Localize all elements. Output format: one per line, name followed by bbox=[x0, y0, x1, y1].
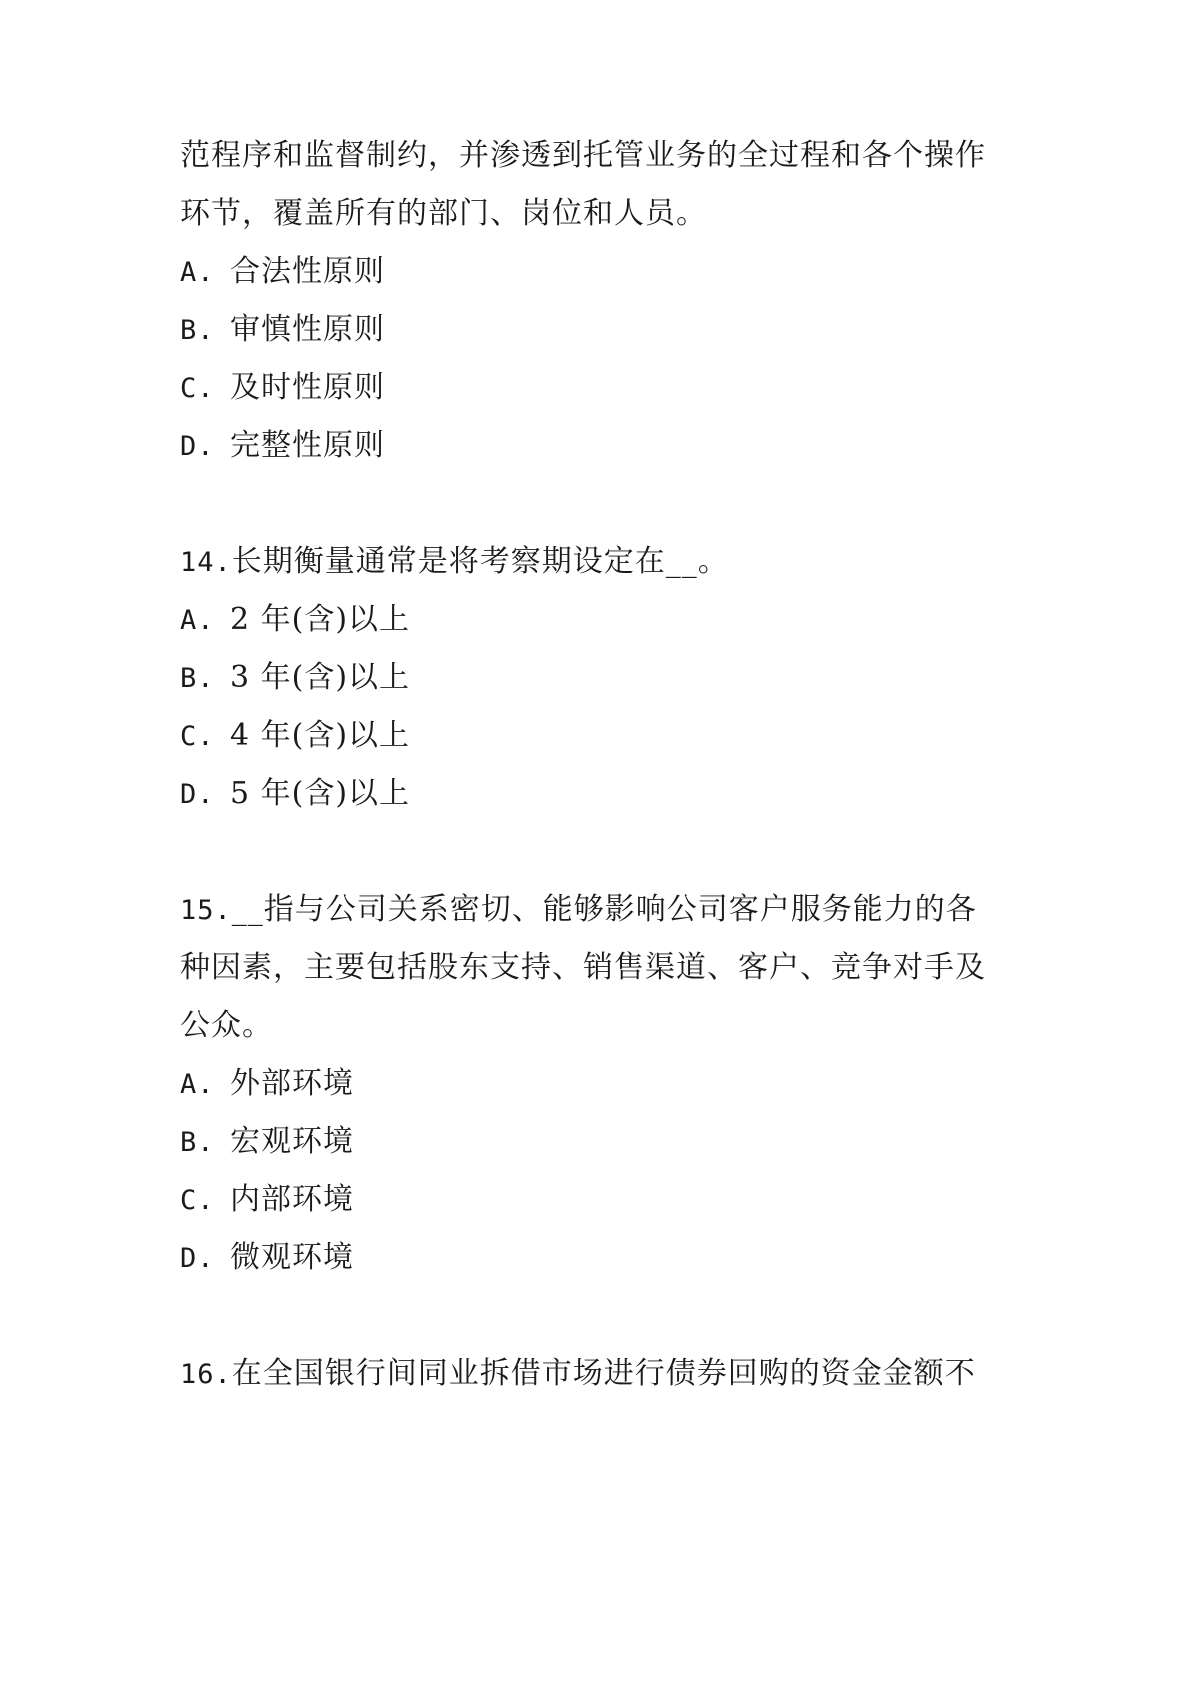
q14-option-d bbox=[180, 774, 410, 815]
option-letter: C. bbox=[180, 1185, 215, 1216]
q13-stem-line2: 环节，覆盖所有的部门、岗位和人员。 bbox=[180, 196, 707, 231]
question-number: 16. bbox=[180, 1359, 232, 1390]
option-text: 微观环境 bbox=[230, 1240, 354, 1275]
q16-stem-line1 bbox=[180, 1354, 976, 1395]
question-text: 长期衡量通常是将考察期设定在__。 bbox=[231, 544, 729, 579]
q14-stem bbox=[180, 542, 729, 583]
option-letter: C. bbox=[180, 373, 215, 404]
option-text: 2 年(含)以上 bbox=[230, 602, 411, 637]
q15-stem-line1 bbox=[180, 890, 977, 931]
option-text: 宏观环境 bbox=[230, 1124, 354, 1159]
option-letter: B. bbox=[180, 1127, 215, 1158]
q13-option-c bbox=[180, 368, 385, 409]
question-text: 在全国银行间同业拆借市场进行债券回购的资金金额不 bbox=[231, 1356, 976, 1391]
question-number: 15. bbox=[180, 895, 232, 926]
option-text: 内部环境 bbox=[230, 1182, 354, 1217]
option-text: 3 年(含)以上 bbox=[230, 660, 411, 695]
option-letter: B. bbox=[180, 315, 215, 346]
q15-stem-line2: 种因素，主要包括股东支持、销售渠道、客户、竞争对手及 bbox=[180, 950, 986, 985]
q14-option-c bbox=[180, 716, 410, 757]
q13-stem-line1: 范程序和监督制约，并渗透到托管业务的全过程和各个操作 bbox=[180, 138, 986, 173]
option-text: 4 年(含)以上 bbox=[230, 718, 411, 753]
option-text: 外部环境 bbox=[230, 1066, 354, 1101]
question-text: __指与公司关系密切、能够影响公司客户服务能力的各 bbox=[231, 892, 977, 927]
q14-option-b bbox=[180, 658, 410, 699]
q14-option-a bbox=[180, 600, 410, 641]
q13-option-d bbox=[180, 426, 385, 467]
option-text: 审慎性原则 bbox=[230, 312, 385, 347]
q15-option-d bbox=[180, 1238, 354, 1279]
option-text: 5 年(含)以上 bbox=[230, 776, 411, 811]
q15-option-a bbox=[180, 1064, 354, 1105]
question-number: 14. bbox=[180, 547, 232, 578]
q15-stem-line3: 公众。 bbox=[180, 1008, 273, 1043]
q13-option-b bbox=[180, 310, 385, 351]
option-letter: B. bbox=[180, 663, 215, 694]
option-text: 及时性原则 bbox=[230, 370, 385, 405]
q13-option-a bbox=[180, 252, 385, 293]
option-letter: A. bbox=[180, 1069, 215, 1100]
option-text: 完整性原则 bbox=[230, 428, 385, 463]
option-letter: A. bbox=[180, 257, 215, 288]
option-letter: D. bbox=[180, 431, 215, 462]
option-letter: A. bbox=[180, 605, 215, 636]
q15-option-c bbox=[180, 1180, 354, 1221]
q15-option-b bbox=[180, 1122, 354, 1163]
option-text: 合法性原则 bbox=[230, 254, 385, 289]
option-letter: C. bbox=[180, 721, 215, 752]
option-letter: D. bbox=[180, 1243, 215, 1274]
option-letter: D. bbox=[180, 779, 215, 810]
